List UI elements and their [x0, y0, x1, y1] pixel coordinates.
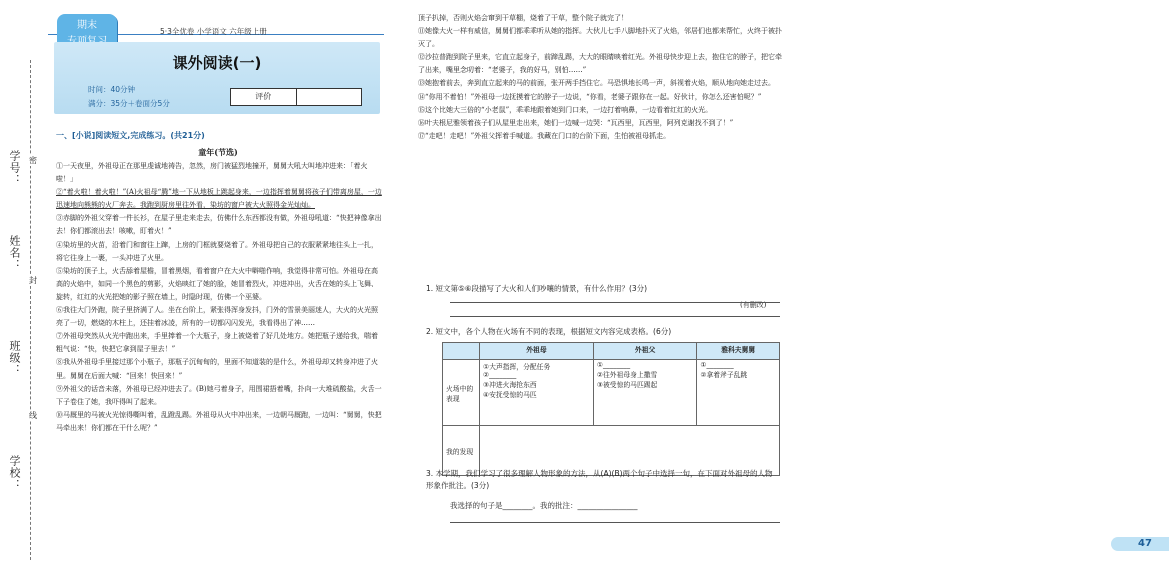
page-number: 47 [1138, 538, 1152, 549]
table-header: 外祖母 [480, 343, 594, 360]
article-paragraph: ⑨外祖父的话音未落，外祖母已经冲进去了。(B)她弓着身子，用围裙捂着嘴，扑向一大堆硫酸盐，火舌一下子卷住了她，我吓得叫了起来。 [56, 384, 382, 406]
table-header: 雅科夫舅舅 [697, 343, 780, 360]
binding-gutter [0, 0, 46, 566]
table-header: 外祖父 [593, 343, 696, 360]
row-label: 我的发现 [443, 426, 480, 476]
page-title: 课外阅读(一) [172, 54, 262, 72]
answer-line[interactable] [450, 302, 780, 303]
answer-line[interactable] [450, 522, 780, 523]
article-paragraph: ⑫沙拉普跑到院子里来，它直立起身子，前蹄乱踢，大大的眼睛映着红光。外祖母快步迎上去，抱住它的脖子，把它牵了出来，嘴里念叨着：“老婆子，我的好马，别怕……” [418, 53, 782, 75]
question-2: 2. 短文中，各个人物在火场有不同的表现，根据短文内容完成表格。(6分) [426, 327, 672, 336]
cut-mark-feng: 封 [29, 276, 37, 285]
uncle-cell[interactable]: ①________ ②拿着斧子乱跳 [697, 360, 780, 426]
answer-table [442, 342, 780, 476]
left-page [0, 0, 400, 566]
cut-mark-mi: 密 [29, 156, 37, 165]
article-paragraph: ⑰“走吧！走吧！”外祖父挥着手喊道。我藏在门口的台阶下面，生怕被祖母抓走。 [418, 131, 671, 140]
cut-mark-xian: 线 [29, 411, 37, 420]
grandfather-cell[interactable]: ①________ ②往外祖母身上撒雪 ③被受惊的马匹踢起 [593, 360, 696, 426]
answer-line[interactable] [450, 316, 780, 317]
class-label: 班级： [8, 340, 21, 376]
right-page [400, 0, 1152, 566]
name-label: 姓名： [8, 235, 21, 271]
article-paragraph: ②“着火啦！着火啦！”(A)火祖母“腾”地一下从地板上跳起身来，一边指挥着舅舅将孩子们带离房屋，一边迅速地向熊熊的火厂奔去。我跑到厨房里往外看，染坊的窗户被大火照得金光灿灿。 [56, 188, 382, 210]
question-1: 1. 短文第⑤⑥段描写了大火和人们吵嚷的情景，有什么作用？(3分) [426, 284, 648, 293]
article-title: 童年(节选) [198, 147, 238, 157]
article-paragraph: ③赤脚的外祖父穿着一件长衫，在屋子里走来走去，仿佛什么东西都没有做，外祖母吼道：“快把神像拿出去！你们都滚出去！咳嗽，盯着火！” [56, 214, 382, 236]
title-box [54, 42, 380, 114]
article-paragraph: ⑭“你用不着怕！”外祖母一边抚摸着它的脖子一边说，“你看，老婆子跟你在一起。好伙计，你怎么还害怕呢？” [418, 92, 762, 101]
grandmother-cell[interactable]: ①大声指挥，分配任务 ②________ ③冲进火海抢东西 ④安抚受惊的马匹 [480, 360, 594, 426]
article-paragraph: ⑮这个比她大三倍的“小老鼠”，乖乖地跟着她到门口来，一边打着响鼻，一边看着红红的火光。 [418, 105, 713, 114]
edit-note: (有删改) [740, 301, 767, 309]
student-id-label: 学号： [8, 150, 21, 186]
article-paragraph: ⑬她抱着前去，奔到直立起来的马的前面，张开两手挡住它。马恐惧地长鸣一声，斜视着火焰，顺从地向她走过去。 [418, 79, 775, 88]
article-left-column [56, 160, 382, 435]
grade-label: 评价 [255, 92, 272, 101]
article-paragraph: ⑧我从外祖母手里接过那个小瓶子，那瓶子沉甸甸的，里面不知道装的是什么，外祖母却又转身冲进了火里。舅舅在后面大喊：“回来！快回来！” [56, 358, 378, 380]
article-paragraph: ④染坊里的火苗，沿着门和窗往上蹿，上房的门框就要烧着了。外祖母把自己的衣服紧紧地往头上一扎，将它往身上一裹，一头冲进了火里。 [56, 240, 378, 262]
grade-box [230, 88, 362, 106]
question-3: 3. 本学期，我们学习了很多理解人物形象的方法，从(A)(B)两个句子中选择一句，在下面对外祖母的人物形象作批注。(3分) [426, 469, 773, 490]
article-paragraph: ⑥我往大门外跑，院子里挤满了人。坐在台阶上，紧张得浑身发抖，门外的雪景美丽迷人，大火的火光照亮了一切，燃烧的木柱上，还挂着冰凌，所有的一切都闪闪发光，我看得出了神…… [56, 306, 378, 328]
article-paragraph: ⑪她像大火一样有威信，舅舅们都乖乖听从她的指挥。大伙儿七手八脚地扑灭了火焰，邻居们也都来帮忙，火终于被扑灭了。 [418, 27, 782, 49]
school-label: 学校： [8, 455, 21, 491]
article-paragraph: ⑩马厩里的马被火光惊得嘶叫着，乱蹬乱踢。外祖母从火中冲出来，一边朝马厩跑，一边叫：“舅舅，快把马牵出来！你们都在干什么呢？” [56, 410, 382, 432]
review-ribbon: 期末 [57, 14, 117, 60]
table-header [443, 343, 480, 360]
grade-value[interactable] [296, 89, 362, 105]
row-label: 火场中的表现 [443, 360, 480, 426]
article-paragraph: ①一天夜里，外祖母正在那里虔诚地祷告，忽然，房门被猛烈地撞开，舅舅大吼大叫地冲进来：「着火啦！」 [56, 162, 368, 184]
cut-line [30, 60, 31, 560]
article-paragraph: 顶子扒掉，否则火焰会窜到干草棚，烧着了干草，整个院子就完了！ [418, 14, 628, 22]
time-limit: 时间：40分钟 [88, 85, 136, 94]
article-right-column [418, 12, 782, 143]
article-paragraph: ⑤染坊的顶子上，火舌舔着屋檐，冒着黑烟，看着窗户在大火中噼啪作响，我觉得非常可怕。外祖母在高高的火焰中，如同一个黑色的剪影，火焰映红了她的脸，她冒着烈火，冲进冲出，火舌在她的头上飞舞、旋转，红红的火光把她的影子照在墙上，时隐时现，仿佛一个巫婆。 [56, 266, 378, 301]
score-total: 满分：35分＋卷面分5分 [88, 99, 170, 108]
question-3-fill: 我选择的句子是________。我的批注：________________ [450, 501, 638, 510]
article-paragraph: ⑯叶夫根尼雅领着孩子们从屋里走出来，她们一边喊一边哭：“瓦西里，瓦西里，阿列克谢找不到了！” [418, 118, 734, 127]
section-heading: 一、[小说]阅读短文,完成练习。(共21分) [56, 131, 205, 140]
article-paragraph: ⑦外祖母突然从火光中跑出来，手里捧着一个大瓶子，身上被烧着了好几处地方。她把瓶子递给我，喘着粗气说：“快，快把它拿到屋子里去！” [56, 332, 378, 354]
book-brand: 5·3全优卷 小学语文 六年级上册 [160, 27, 267, 36]
